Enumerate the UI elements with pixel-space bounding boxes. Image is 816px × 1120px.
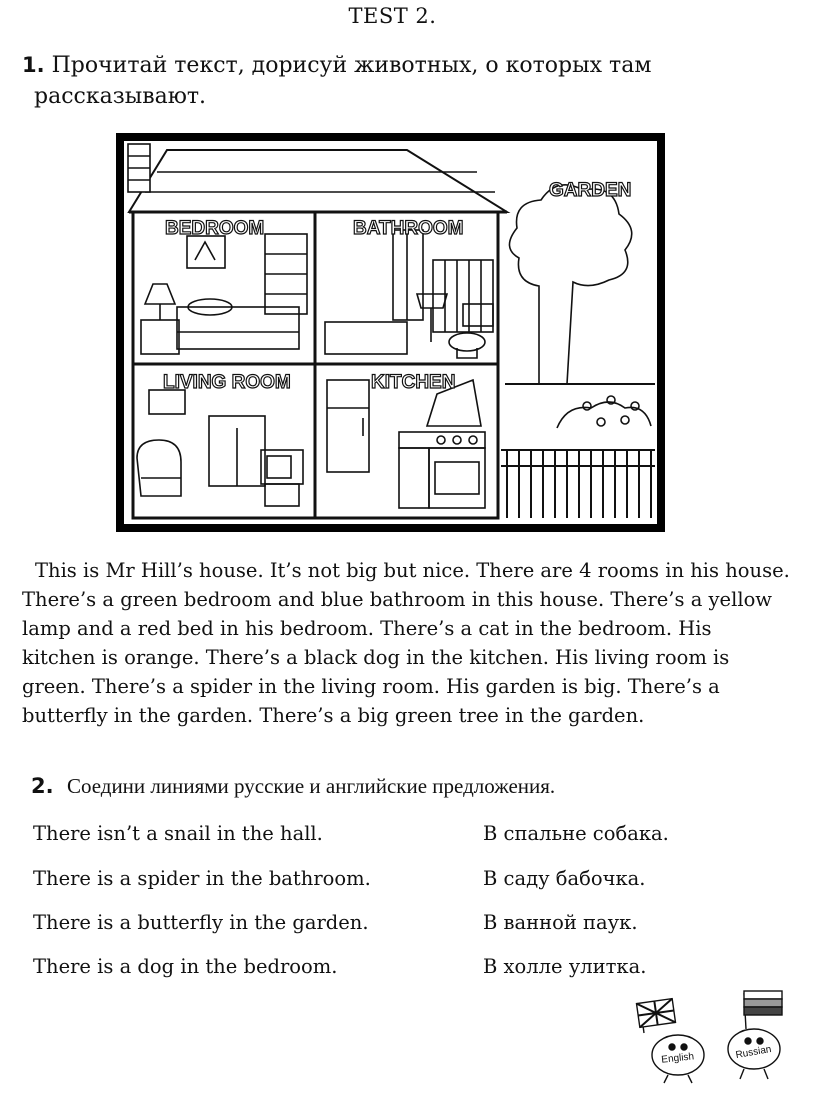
task-2-number: 2. [31, 774, 54, 798]
russian-sentence-1: В спальне собака. [483, 822, 669, 845]
english-sentence-1: There isn’t a snail in the hall. [33, 822, 323, 845]
label-bathroom: BATHROOM [353, 218, 464, 239]
label-bedroom: BEDROOM [165, 218, 265, 239]
english-sentence-2: There is a spider in the bathroom. [33, 867, 371, 890]
task-1-text-line1: Прочитай текст, дорисуй животных, о которых там [51, 53, 652, 78]
task-2-text: Соедини линиями русские и английские предложения. [66, 774, 556, 798]
english-sentence-4: There is a dog in the bedroom. [33, 955, 338, 978]
task-1-instruction [22, 50, 782, 112]
russian-label: Russian [734, 1043, 773, 1062]
task-2-instruction [31, 774, 791, 799]
english-label: English [660, 1051, 695, 1066]
russian-sentence-4: В холле улитка. [483, 955, 647, 978]
label-kitchen: KITCHEN [371, 372, 456, 393]
task-1-text-line2: рассказывают. [34, 84, 207, 109]
label-living-room: LIVING ROOM [163, 372, 291, 393]
english-sentence-3: There is a butterfly in the garden. [33, 911, 369, 934]
page-title: TEST 2. [348, 4, 437, 28]
uk-flag-icon [637, 999, 676, 1033]
task-1-number: 1. [22, 53, 45, 77]
house-picture [115, 132, 666, 533]
story-text: This is Mr Hill’s house. It’s not big but nice. There are 4 rooms in his house. There’s a green bedroom and blue bathroom in this house. There’s a yellow lamp and a red bed in his bedroom. There’s a cat in the bedroom. His kitchen is orange. There’s a black dog in the kitchen. His living room is green. There’s a spider in the living room. His garden is big. There’s a butterfly in the garden. There’s a big green tree in the garden. [22, 559, 790, 727]
russian-sentence-3: В ванной паук. [483, 911, 638, 934]
russian-flag-icon [744, 991, 782, 1029]
label-garden: GARDEN [549, 180, 632, 201]
russian-sentence-2: В саду бабочка. [483, 867, 646, 890]
language-flags-illustration [630, 985, 790, 1085]
